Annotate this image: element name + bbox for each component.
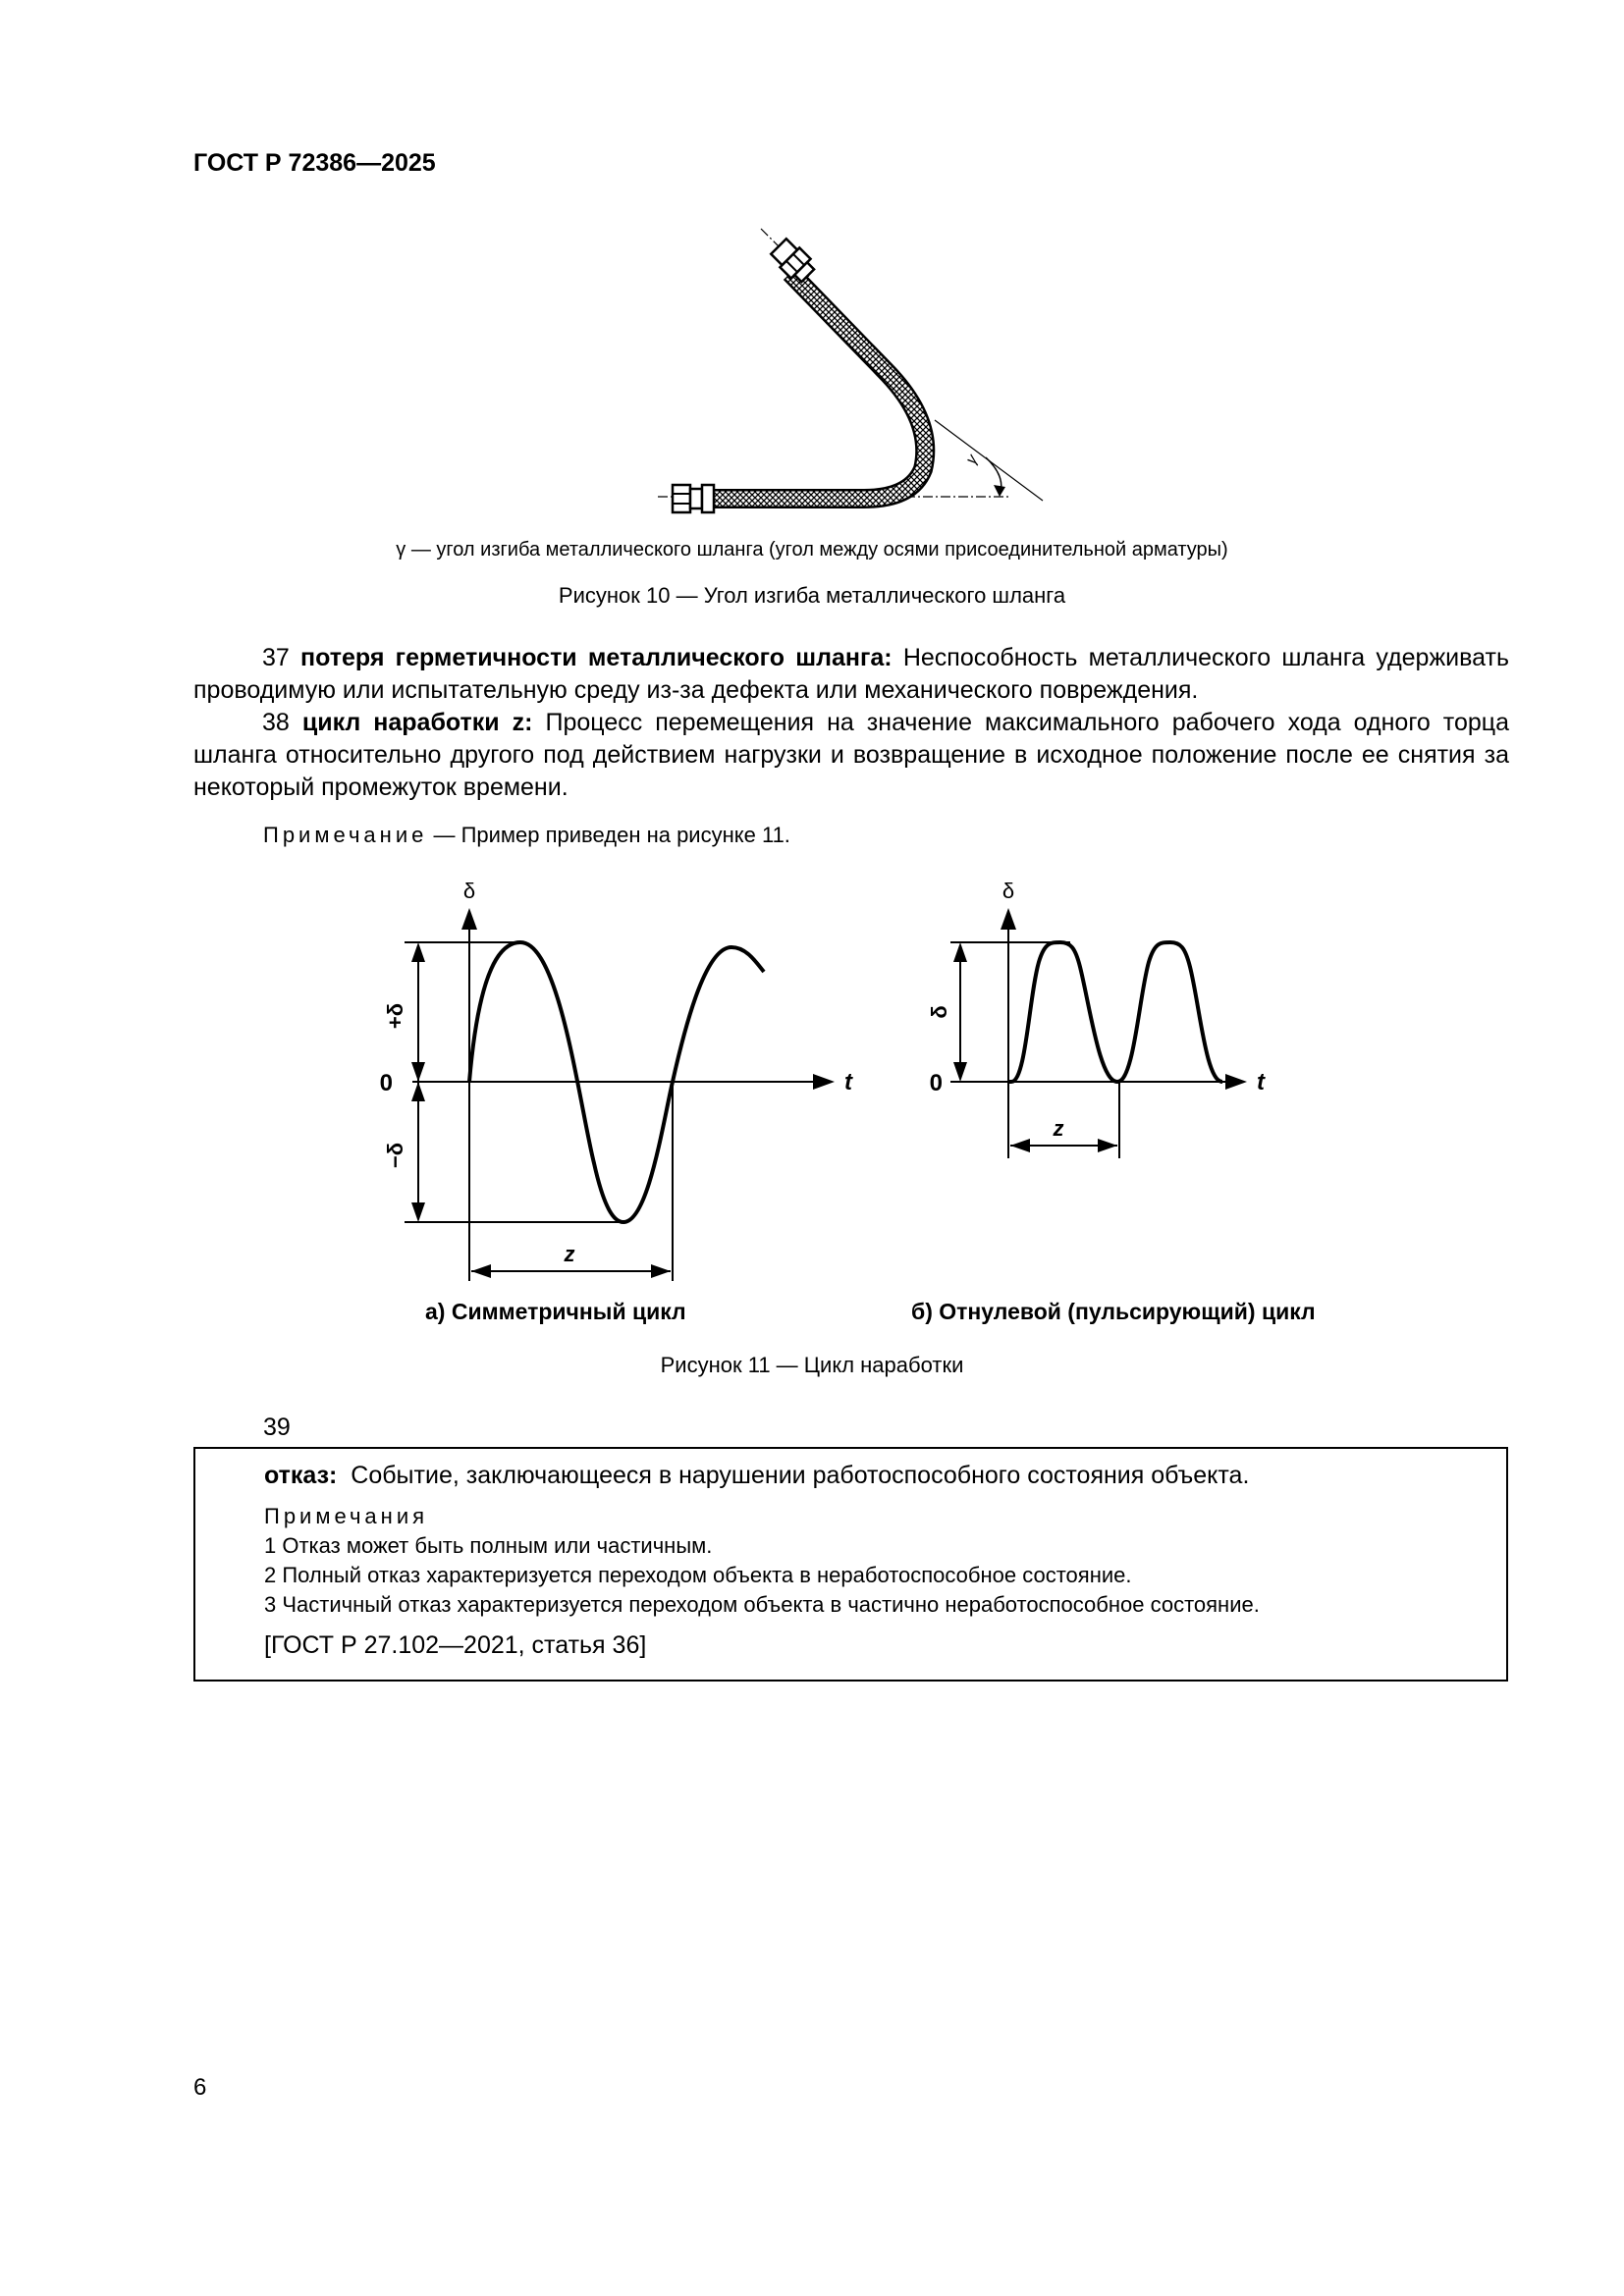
period-z-label: z [564,1242,575,1266]
page-number: 6 [193,2074,207,2101]
y-axis-label: δ [462,879,476,903]
term-37-term: потеря герметичности металлического шланга: [300,644,893,671]
term-39-box [193,1447,1508,1682]
x-axis-label: t [1257,1069,1265,1095]
term-39-definition: Событие, заключающееся в нарушении работоспособного состояния объекта. [351,1462,1250,1489]
plus-delta-label: +δ [383,1002,407,1030]
period-z-label: z [1053,1116,1064,1141]
figure-10-caption: Рисунок 10 — Угол изгиба металлического шланга [558,583,1066,608]
figure-11b-label: б) Отнулевой (пульсирующий) цикл [911,1299,1316,1324]
document-header: ГОСТ Р 72386—2025 [193,149,436,177]
pulsating-cycle-curve [1008,942,1222,1082]
figure-11-caption: Рисунок 11 — Цикл наработки [660,1353,964,1377]
y-axis-label: δ [1001,879,1015,903]
term-38-term: цикл наработки z: [301,709,533,736]
note-label: Примечание [263,823,428,847]
figure-11b-pulsating-cycle [913,869,1326,1183]
note-item: 1 Отказ может быть полным или частичным. [264,1533,713,1558]
note-item: 3 Частичный отказ характеризуется переходом объекта в частично неработоспособное состояние. [264,1592,1260,1617]
angle-gamma-label: γ [962,452,982,467]
figure-11a-symmetric-cycle [353,869,884,1301]
notes-label: Примечания [264,1504,429,1528]
term-38-number: 38 [262,709,290,736]
term-37-paragraph [193,642,1509,804]
note-figure-11 [263,823,790,848]
x-axis-label: t [844,1069,852,1095]
figure-10-legend: γ — угол изгиба металлического шланга (угол между осями присоединительной арматуры) [396,539,1228,561]
minus-delta-label: −δ [383,1142,407,1169]
term-39-number: 39 [263,1414,291,1441]
note-item: 2 Полный отказ характеризуется переходом объекта в неработоспособное состояние. [264,1563,1132,1587]
figure-11a-label: а) Симметричный цикл [425,1299,686,1324]
term-37-number: 37 [262,644,290,671]
standard-reference: [ГОСТ Р 27.102—2021, статья 36] [264,1631,647,1659]
delta-amplitude-label: δ [927,1005,951,1019]
term-37-definition: Неспособность металлического шланга удерживать проводимую или испытательную среду из-за дефекта или механического повреждения. [193,644,1509,704]
zero-label: 0 [379,1070,393,1096]
term-39-term: отказ: [264,1462,338,1489]
zero-label: 0 [929,1070,943,1096]
term-38-definition: Процесс перемещения на значение максимального рабочего хода одного торца шланга относительно другого под действием нагрузки и возвращение в исходное положение после ее снятия за некоторый промежуток времени. [193,709,1510,801]
figure-10-hose-drawing [628,224,1080,518]
note-text: — Пример приведен на рисунке 11. [427,823,790,847]
